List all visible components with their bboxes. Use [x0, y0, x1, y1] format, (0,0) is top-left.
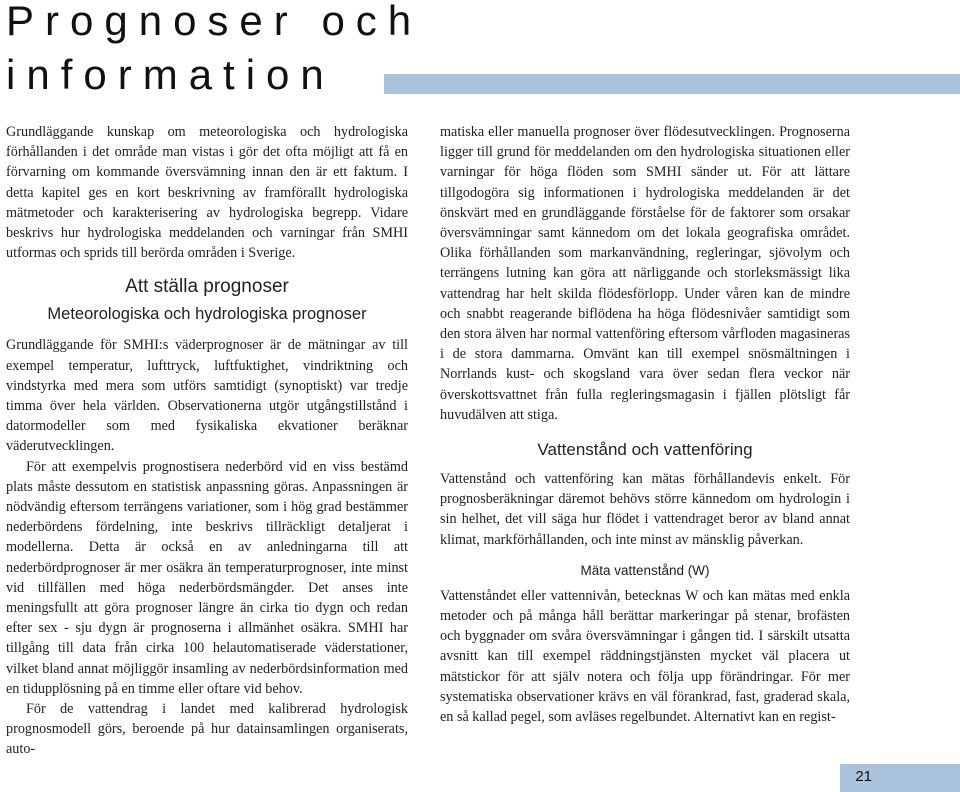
- body-paragraph: Grundläggande för SMHI:s väderprognoser är de mätningar av till exempel temperatur, lufttryck, luftfuktighet, vindriktning och vindstyrka med mera som utförs samtidigt (synoptiskt) var tredje timma över hela världen. Observationerna utgör utgångstillstånd i datormodeller som med fysikaliska ekvationer beräknar väderutvecklingen.: [6, 337, 408, 455]
- right-column: [440, 122, 850, 727]
- subsection-heading-vattenstand: Mäta vattenstånd (W): [580, 562, 710, 578]
- body-paragraph: Vattenstånd och vattenföring kan mätas förhållandevis enkelt. För prognosberäkningar däremot behövs större kännedom om hydrologin i sin helhet, det vill säga hur flödet i vattendraget beror av bland annat klimat, markförhållanden, och inte minst av mänsklig påverkan.: [440, 471, 850, 548]
- body-paragraph: För att exempelvis prognostisera nederbörd vid en viss bestämd plats måste dessutom en statistisk anpassning göras. Anpassningen är nödvändig eftersom terrängens variationer, som i hög grad bestämmer nederbördens fördelning, inte beskrivs tillräckligt detaljerat i modellerna. Detta är också en av anledningarna till att nederbördprognoser är mer osäkra än temperaturprognoser, inte minst vid tillfällen med höga nederbördsmängder. Det anses inte meningsfullt att göra prognoser längre än cirka tio dygn och redan efter sex - sju dygn är prognoserna i allmänhet osäkra. SMHI har tillgång till data från cirka 100 helautomatiserade väderstationer, vilket bland annat möjliggör insamling av nederbördsinformation med en tidupplösning på en timme eller oftare vid behov.: [6, 458, 408, 697]
- page-title-line-1: Prognoser och: [6, 0, 423, 44]
- body-paragraph: matiska eller manuella prognoser över flödesutvecklingen. Prognoserna ligger till grund för meddelanden om den hydrologiska situationen eller varningar för höga flöden som SMHI sänder ut. För att lättare tillgodogöra sig informationen i hydrologiska meddelanden är det önskvärt med en grundläggande förståelse för de faktorer som orsakar översvämningar samt kännedom om det lokala geografiska området. Olika förhållanden som markanvändning, regleringar, sjövolym och terrängens lutning kan göra att närliggande och storleksmässigt lika vattendrag har helt skilda flödesförlopp. Under våren kan de mindre och snabbt reagerande biflödena ha höga flödesnivåer samtidigt som den stora älven har normal vattenföring eftersom vårfloden magasineras i de stora dammarna. Omvänt kan till exempel snösmältningen i Norrlands kust- och skogsland vara över sedan flera veckor när överskottsvattnet från fulla regleringsmagasin i fjällen plötsligt får huvudälven att stiga.: [440, 124, 850, 423]
- title-accent-bar: [384, 74, 960, 94]
- intro-paragraph: Grundläggande kunskap om meteorologiska och hydrologiska förhållanden i det område man vistas i gör det ofta möjligt att få en förvarning om kommande översvämning innan den är ett faktum. I detta kapitel ges en kort beskrivning av framförallt hydrologiska mätmetoder och karakterisering av hydrologiska begrepp. Vidare beskrivs hur hydrologiska meddelanden och varningar från SMHI utformas och sprids till berörda områden i Sverige.: [6, 124, 408, 262]
- section-heading-vattenstand: Vattenstånd och vattenföring: [537, 440, 753, 460]
- page-number: 21: [855, 768, 872, 785]
- page-title-line-2: information: [6, 51, 335, 98]
- body-paragraph: För de vattendrag i landet med kalibrerad hydrologisk prognosmodell görs, beroende på hur datainsamlingen organiserats, auto-: [6, 701, 408, 758]
- body-paragraph: Vattenståndet eller vattennivån, betecknas W och kan mätas med enkla metoder och på många håll berättar markeringar på stenar, brofästen och byggnader om svåra översvämningar i gången tid. I särskilt utsatta avsnitt kan till exempel räddningstjänsten mycket väl placera ut mätstickor för att själv notera och följa upp förändringar. För mer systematiska observationer krävs en väl förankrad, fast, graderad skala, en så kallad pegel, som avläses regelbundet. Alternativt kan en regist-: [440, 587, 850, 726]
- left-column: [6, 122, 408, 760]
- section-heading-prognoser: Att ställa prognoser: [125, 276, 289, 298]
- subsection-heading-prognoser: Meteorologiska och hydrologiska prognoser: [47, 305, 367, 324]
